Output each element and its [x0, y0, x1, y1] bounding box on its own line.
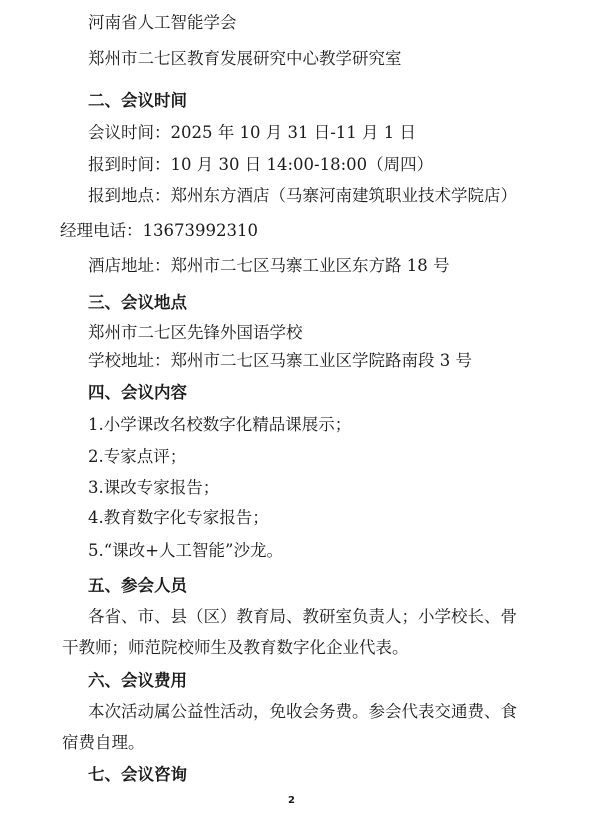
section-heading-content: 四、会议内容 — [88, 383, 187, 402]
attendees-line: 各省、市、县（区）教育局、教研室负责人；小学校长、骨 — [88, 607, 517, 626]
venue-name: 郑州市二七区先锋外国语学校 — [88, 323, 303, 342]
content-item: 3.课改专家报告； — [88, 478, 220, 497]
section-heading-venue: 三、会议地点 — [88, 293, 187, 312]
school-address: 学校地址：郑州市二七区马寨工业区学院路南段 3 号 — [88, 351, 472, 370]
hotel-address: 酒店地址：郑州市二七区马寨工业区东方路 18 号 — [88, 256, 450, 275]
section-heading-attendees: 五、参会人员 — [88, 576, 187, 595]
fees-line: 本次活动属公益性活动，免收会务费。参会代表交通费、食 — [88, 702, 517, 721]
section-heading-fees: 六、会议费用 — [88, 671, 187, 690]
section-heading-time: 二、会议时间 — [88, 91, 187, 110]
content-item: 1.小学课改名校数字化精品课展示； — [88, 415, 352, 434]
page-number: 2 — [288, 795, 295, 806]
org-line-2: 郑州市二七区教育发展研究中心教学研究室 — [88, 49, 402, 68]
content-item: 2.专家点评； — [88, 447, 187, 466]
content-item: 4.教育数字化专家报告； — [88, 508, 269, 527]
section-heading-consult: 七、会议咨询 — [88, 765, 187, 784]
attendees-line: 干教师；师范院校师生及教育数字化企业代表。 — [62, 638, 409, 657]
checkin-place: 报到地点：郑州东方酒店（马寨河南建筑职业技术学院店） — [88, 186, 517, 205]
manager-phone: 经理电话：13673992310 — [60, 221, 258, 240]
checkin-time: 报到时间：10 月 30 日 14:00-18:00（周四） — [88, 155, 434, 174]
fees-line: 宿费自理。 — [62, 733, 145, 752]
meeting-time: 会议时间：2025 年 10 月 31 日-11 月 1 日 — [88, 123, 417, 142]
content-item: 5.“课改+人工智能”沙龙。 — [88, 541, 283, 560]
org-line-1: 河南省人工智能学会 — [88, 13, 237, 32]
